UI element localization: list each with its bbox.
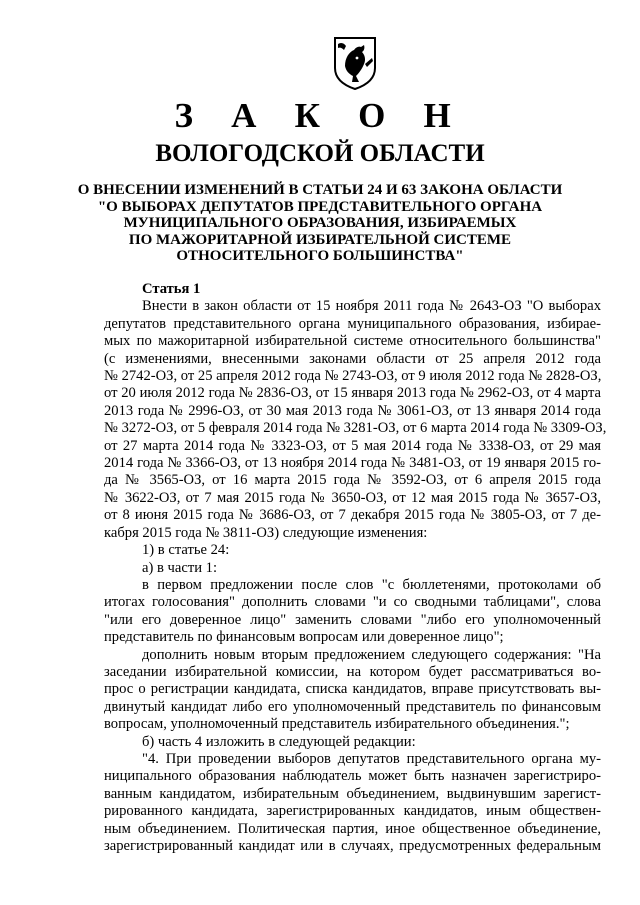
text-line: № 3272-ОЗ, от 5 февраля 2014 года № 3281-ОЗ, от 6 марта 2014 года № 3309-ОЗ, (104, 420, 607, 437)
law-subtitle (0, 182, 640, 265)
text-line: № 3622-ОЗ, от 7 мая 2015 года № 3650-ОЗ, от 12 мая 2015 года № 3657-ОЗ, (104, 489, 601, 506)
subtitle-line: ПО МАЖОРИТАРНОЙ ИЗБИРАТЕЛЬНОЙ СИСТЕМЕ (128, 231, 512, 248)
text-line: мых по мажоритарной избирательной системе относительного большинства" (104, 333, 601, 350)
subtitle-line: ОТНОСИТЕЛЬНОГО БОЛЬШИНСТВА" (176, 248, 464, 265)
text-line: ниципального образования наблюдатель может быть назначен зарегистриро- (104, 768, 601, 785)
coat-of-arms-emblem (332, 36, 378, 90)
article-heading: Статья 1 (142, 281, 201, 297)
subtitle-line: О ВНЕСЕНИИ ИЗМЕНЕНИЙ В СТАТЬИ 24 И 63 ЗАКОНА ОБЛАСТИ (77, 182, 563, 198)
text-line: а) в части 1: (142, 559, 218, 576)
text-line: зарегистрированный кандидат или в случаях, предусмотренных федеральным (104, 838, 601, 854)
text-line: от 27 марта 2014 года № 3323-ОЗ, от 5 мая 2014 года № 3338-ОЗ, от 29 мая (104, 437, 601, 454)
text-line: "4. При проведении выборов депутатов представительного органа му- (142, 750, 601, 767)
text-line: Внести в закон области от 15 ноября 2011 года № 2643-ОЗ "О выборах (142, 298, 601, 315)
text-line: ным объединением. Политическая партия, иное общественное объединение, (104, 820, 601, 837)
text-line: "или его доверенное лицо" заменить словами "либо его уполномоченный (104, 611, 601, 628)
text-line: от 20 июля 2012 года № 2836-ОЗ, от 15 января 2013 года № 2962-ОЗ, от 4 марта (104, 385, 601, 402)
text-line: 2014 года № 3366-ОЗ, от 13 ноября 2014 года № 3481-ОЗ, от 19 января 2015 го- (104, 455, 601, 472)
subtitle-line: "О ВЫБОРАХ ДЕПУТАТОВ ПРЕДСТАВИТЕЛЬНОГО ОРГАНА (97, 198, 543, 215)
subtitle-line: МУНИЦИПАЛЬНОГО ОБРАЗОВАНИЯ, ИЗБИРАЕМЫХ (123, 215, 517, 232)
text-line: депутатов представительного органа муниципального образования, избирае- (104, 315, 601, 332)
article-body (104, 281, 607, 855)
text-line: двинутый кандидат либо его уполномоченный представитель по финансовым (104, 698, 601, 715)
text-line: 1) в статье 24: (142, 542, 230, 559)
text-line: от 8 июня 2015 года № 3686-ОЗ, от 7 декабря 2015 года № 3805-ОЗ, от 7 де- (104, 507, 601, 524)
text-line: б) часть 4 изложить в следующей редакции: (142, 733, 416, 750)
law-title: З А К О Н (174, 96, 466, 135)
text-line: итогах голосования" дополнить словами "и со сводными таблицами", слова (104, 594, 601, 611)
text-line: да № 3565-ОЗ, от 16 марта 2015 года № 3592-ОЗ, от 6 апреля 2015 года (104, 472, 601, 489)
region-title: ВОЛОГОДСКОЙ ОБЛАСТИ (155, 140, 485, 167)
text-line: заседании избирательной комиссии, на котором будет рассматриваться во- (104, 663, 601, 680)
text-line: (с изменениями, внесенными законами области от 25 апреля 2012 года (104, 350, 601, 367)
text-line: кабря 2015 года № 3811-ОЗ) следующие изменения: (104, 524, 428, 541)
text-line: ванным кандидатом, избирательным объединением, выдвинувшим зарегист- (104, 785, 601, 802)
text-line: дополнить новым вторым предложением следующего содержания: "На (142, 646, 601, 663)
text-line: представитель по финансовым вопросам или доверенное лицо"; (104, 629, 504, 646)
text-line: вопросам, уполномоченный представитель избирательного объединения."; (104, 716, 570, 733)
text-line: рированного кандидата, зарегистрированных кандидатов, иным обществен- (104, 803, 601, 820)
text-line: 2013 года № 2996-ОЗ, от 30 мая 2013 года № 3061-ОЗ, от 13 января 2014 года (104, 402, 601, 419)
text-line: № 2742-ОЗ, от 25 апреля 2012 года № 2743-ОЗ, от 9 июля 2012 года № 2828-ОЗ, (104, 368, 602, 385)
text-line: прос о регистрации кандидата, списка кандидатов, вправе присутствовать вы- (104, 681, 601, 698)
text-line: в первом предложении после слов "с бюллетенями, протоколами об (142, 576, 601, 593)
